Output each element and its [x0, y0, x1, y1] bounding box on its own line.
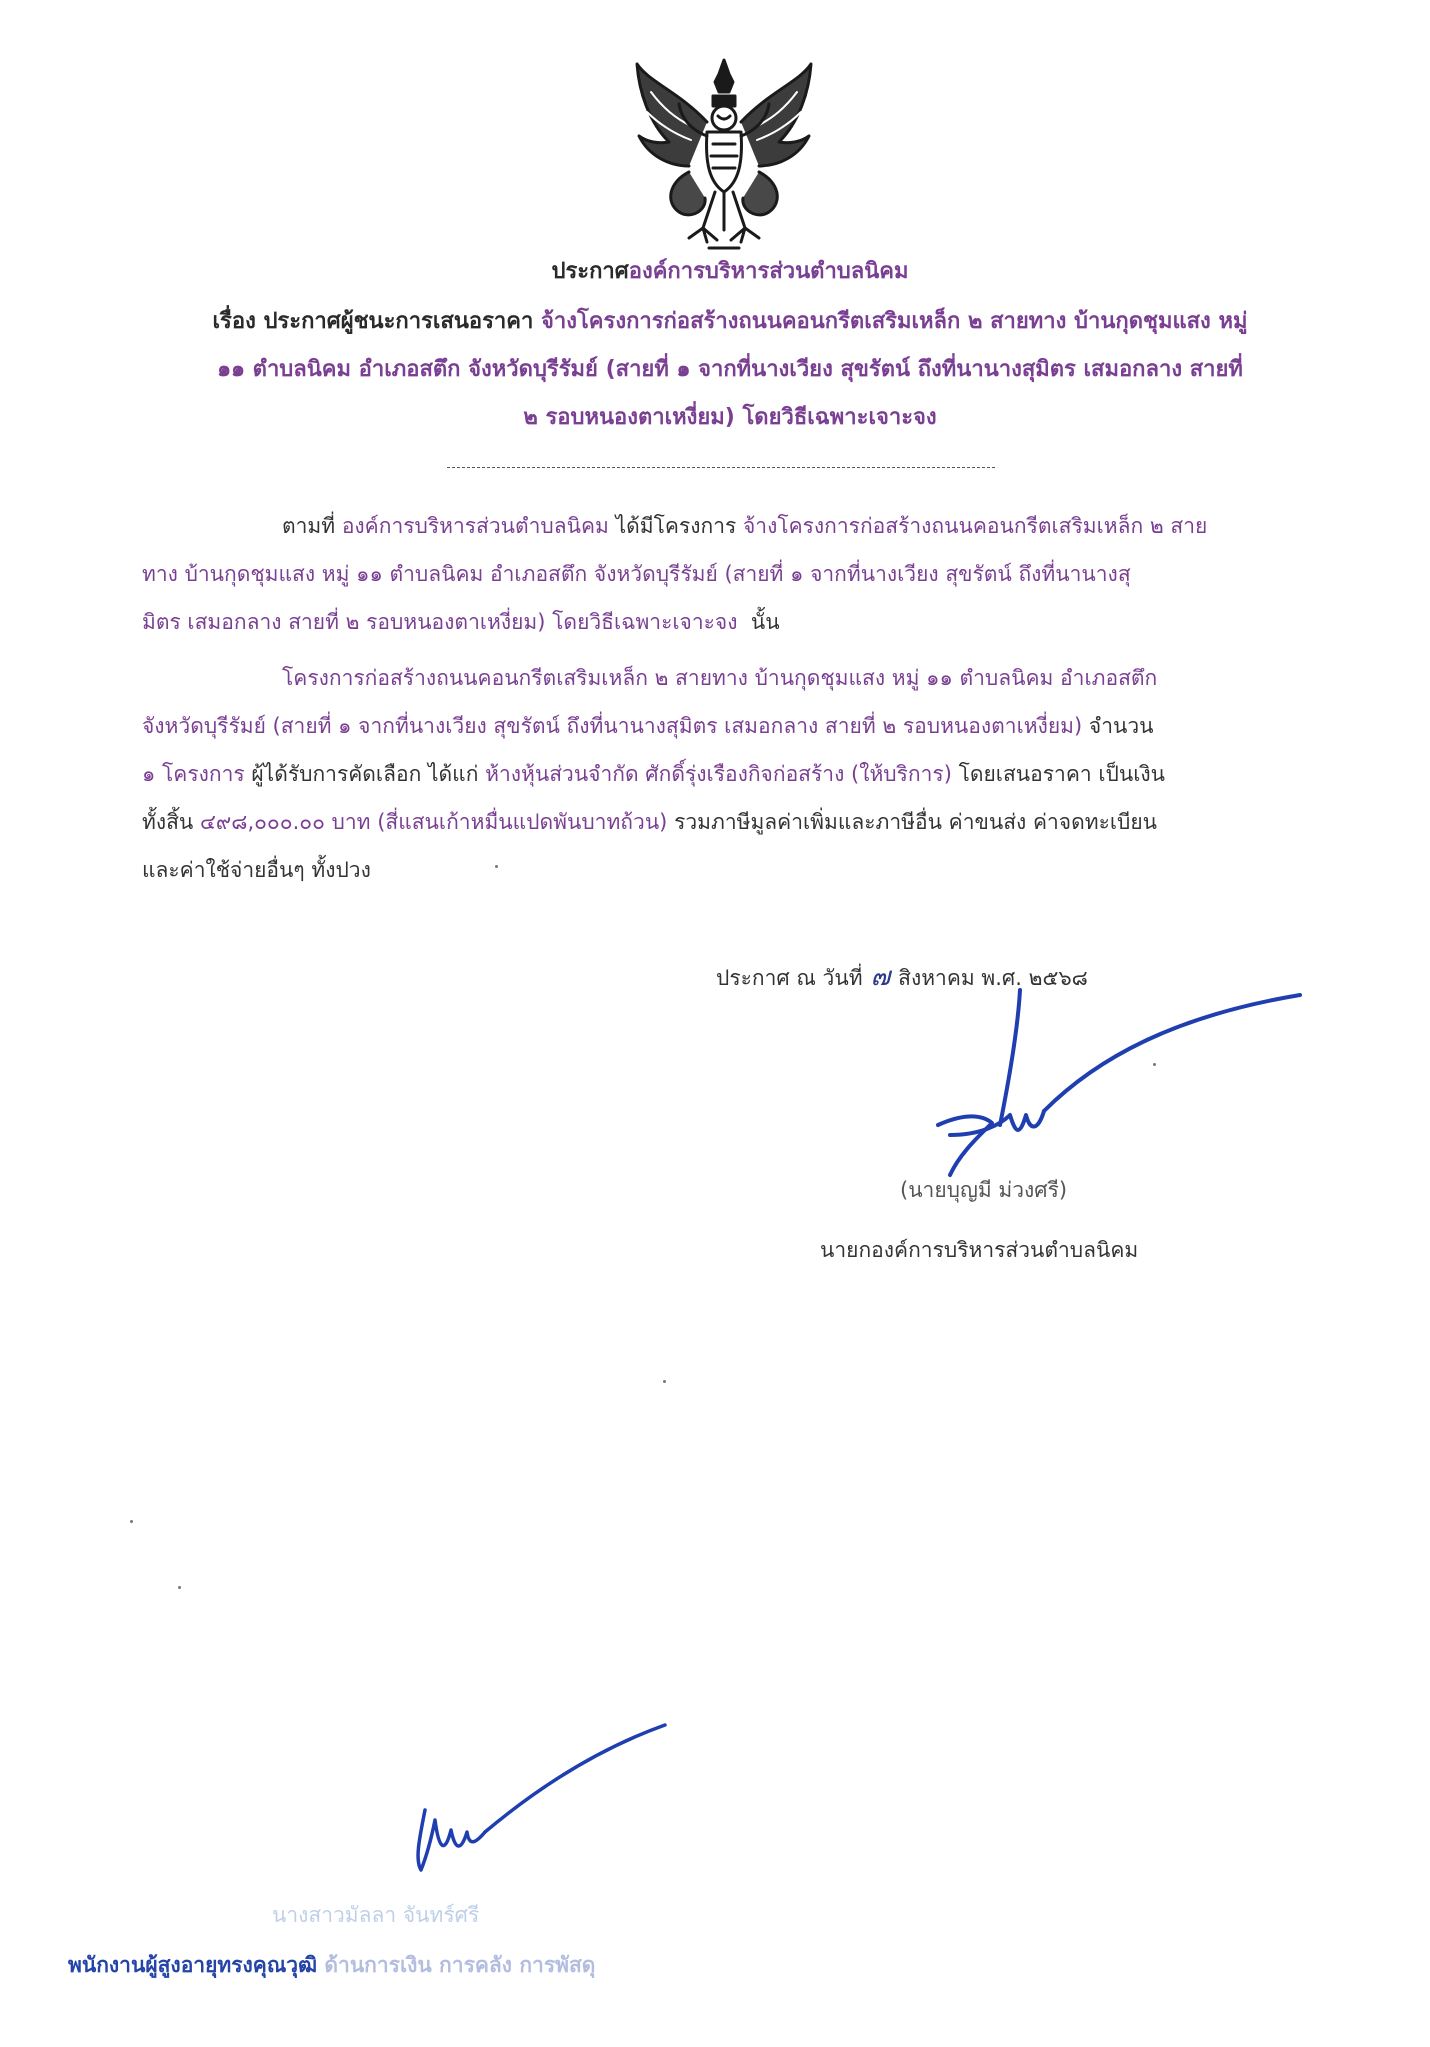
p1-rest: ได้มีโครงการ [615, 514, 737, 538]
subject-project-line2: ๑๑ ตำบลนิคม อำเภอสตึก จังหวัดบุรีรัมย์ (สายที่ ๑ จากที่นางเวียง สุขรัตน์ ถึงที่นานางสุมิตร เสมอกลาง สายที่ [217, 357, 1243, 382]
p2-project-count: ๑ โครงการ [142, 762, 245, 786]
p1-line3-end: นั้น [750, 610, 780, 634]
p2-line2: จังหวัดบุรีรัมย์ (สายที่ ๑ จากที่นางเวียง สุขรัตน์ ถึงที่นานางสุมิตร เสมอกลาง สายที่ ๒ รอบหนองตาเหงี่ยม) [142, 714, 1083, 738]
p2-amount: ๔๙๘,๐๐๐.๐๐ บาท (สี่แสนเก้าหมื่นแปดพันบาทถ้วน) [199, 810, 668, 834]
p2-offer-label: โดยเสนอราคา เป็นเงิน [958, 762, 1165, 786]
scan-speck [1153, 1063, 1156, 1066]
signatory-position: นายกองค์การบริหารส่วนตำบลนิคม [820, 1238, 1139, 1262]
signature-officer [405, 1720, 675, 1880]
officer-name-faded: นางสาวมัลลา จันทร์ศรี [272, 1903, 480, 1927]
scan-speck [130, 1520, 133, 1523]
p2-tax-note: รวมภาษีมูลค่าเพิ่มและภาษีอื่น ค่าขนส่ง ค่าจดทะเบียน [674, 810, 1158, 834]
date-month-year: สิงหาคม พ.ศ. ๒๕๖๘ [898, 966, 1088, 990]
announce-prefix: ประกาศ [551, 259, 629, 284]
p2-selected-label: ผู้ได้รับการคัดเลือก ได้แก่ [251, 762, 479, 786]
paragraph-intro [142, 502, 1282, 646]
officer-title [68, 1945, 595, 1985]
subject-project-line3: ๒ รอบหนองตาเหงี่ยม) โดยวิธีเฉพาะเจาะจง [523, 405, 937, 430]
p2-winner-name: ห้างหุ้นส่วนจำกัด ศักดิ์รุ่งเรืองกิจก่อสร้าง (ให้บริการ) [485, 762, 952, 786]
signature-mayor [920, 985, 1320, 1185]
paragraph-winner [142, 654, 1282, 894]
officer-title-faded: ด้านการเงิน การคลัง การพัสดุ [324, 1953, 596, 1977]
p1-org: องค์การบริหารส่วนตำบลนิคม [341, 514, 609, 538]
scan-speck [663, 1380, 666, 1383]
date-prefix: ประกาศ ณ วันที่ [716, 966, 863, 990]
subject-label: เรื่อง ประกาศผู้ชนะการเสนอราคา [212, 309, 534, 334]
officer-title-visible: พนักงานผู้สูงอายุทรงคุณวุฒิ [68, 1953, 318, 1977]
p2-line1: โครงการก่อสร้างถนนคอนกรีตเสริมเหล็ก ๒ สายทาง บ้านกุดชุมแสง หมู่ ๑๑ ตำบลนิคม อำเภอสตึก [282, 666, 1158, 690]
p1-line2: ทาง บ้านกุดชุมแสง หมู่ ๑๑ ตำบลนิคม อำเภอสตึก จังหวัดบุรีรัมย์ (สายที่ ๑ จากที่นางเวียง สุขรัตน์ ถึงที่นานางสุ [142, 562, 1131, 586]
announcement-title [170, 248, 1290, 296]
heading-divider [447, 467, 995, 468]
scan-speck [495, 865, 498, 868]
garuda-emblem-icon [629, 52, 819, 262]
p2-total-label: ทั้งสิ้น [142, 810, 194, 834]
p2-line2-end: จำนวน [1088, 714, 1154, 738]
signatory-name: (นายบุญมี ม่วงศรี) [900, 1178, 1068, 1202]
scan-speck [178, 1586, 181, 1589]
date-day: ๗ [870, 962, 891, 992]
p1-project: จ้างโครงการก่อสร้างถนนคอนกรีตเสริมเหล็ก ๒ สาย [742, 514, 1208, 538]
p2-line5: และค่าใช้จ่ายอื่นๆ ทั้งปวง [142, 858, 371, 882]
p1-line3: มิตร เสมอกลาง สายที่ ๒ รอบหนองตาเหงี่ยม) โดยวิธีเฉพาะเจาะจง [142, 610, 738, 634]
organization-name: องค์การบริหารส่วนตำบลนิคม [628, 259, 909, 284]
p1-intro: ตามที่ [282, 514, 336, 538]
announcement-subject [170, 298, 1290, 442]
subject-project-line1: จ้างโครงการก่อสร้างถนนคอนกรีตเสริมเหล็ก ๒ สายทาง บ้านกุดชุมแสง หมู่ [540, 309, 1248, 334]
